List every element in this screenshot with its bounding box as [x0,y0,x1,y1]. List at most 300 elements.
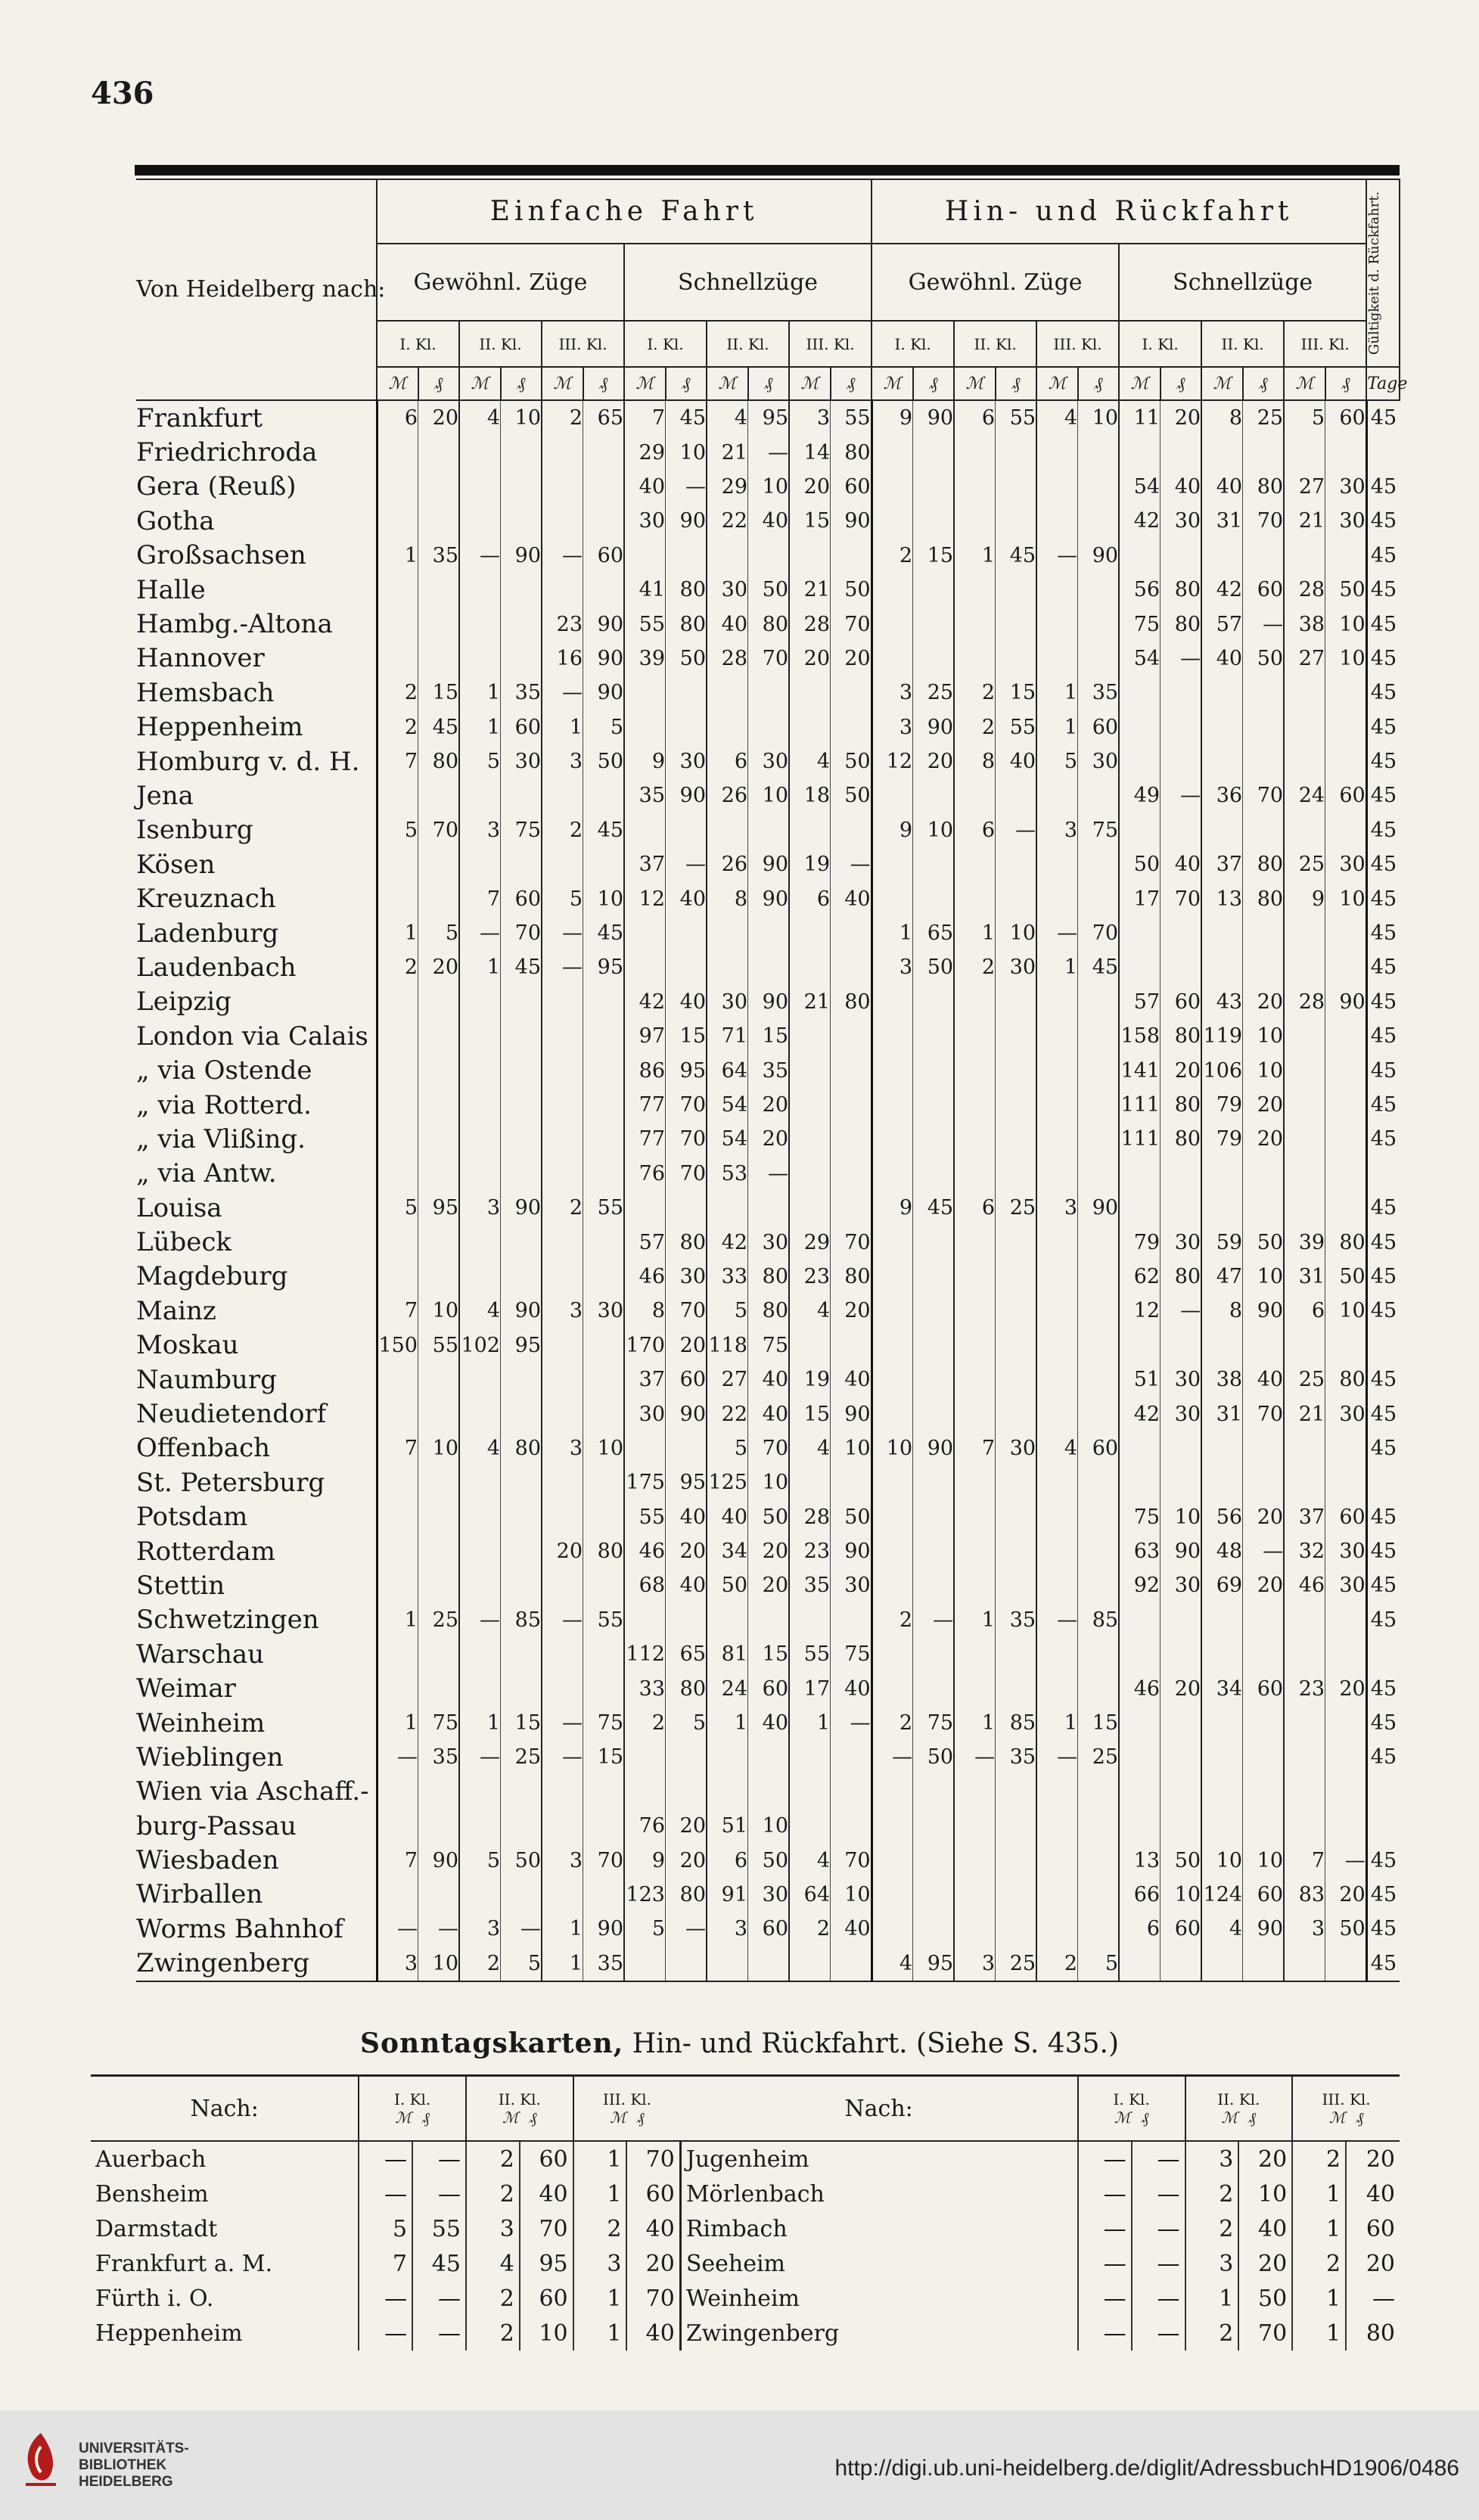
fare-pfennig: 30 [1161,1397,1202,1431]
fare-pfennig [831,1740,872,1774]
validity-days: 45 [1366,1912,1400,1946]
validity-days: 45 [1366,1088,1400,1122]
mark-unit: ℳ [1201,367,1243,400]
fare-mark [1119,950,1161,984]
fare-mark: 32 [1284,1534,1325,1568]
fare-pfennig: 30 [1325,1568,1367,1602]
sunday-fare-pfennig: 60 [520,2141,573,2177]
fare-rows [136,400,1400,1981]
sunday-class-header: I. Kl. ℳ ₰ [1078,2076,1185,2142]
sunday-fare-mark: 1 [1292,2177,1346,2211]
fare-pfennig: — [666,847,707,881]
fare-pfennig: 60 [501,881,542,915]
fare-pfennig [913,847,955,881]
fare-pfennig: 70 [831,1225,872,1259]
fare-mark: 42 [624,985,666,1019]
fare-mark: 86 [624,1053,666,1087]
fare-mark [1284,1603,1325,1637]
fare-pfennig [418,1775,460,1809]
fare-pfennig: 20 [748,1122,790,1156]
fare-mark: 76 [624,1809,666,1843]
fare-pfennig: 10 [1325,642,1367,676]
fare-mark: 42 [1201,573,1243,607]
fare-pfennig: — [831,1706,872,1740]
fare-mark [954,1465,996,1499]
fare-pfennig [1161,435,1202,469]
fare-mark: 5 [1284,400,1325,435]
sunday-fare-mark: 2 [1292,2141,1346,2177]
fare-mark: 6 [1119,1912,1161,1946]
fare-mark: 2 [954,710,996,744]
fare-mark [542,1363,583,1397]
fare-pfennig [666,1740,707,1774]
fare-mark: 36 [1201,778,1243,813]
sunday-fare-mark: 5 [359,2211,412,2246]
fare-mark: 25 [1284,1363,1325,1397]
fare-mark: 13 [1119,1843,1161,1877]
fare-pfennig [1161,710,1202,744]
fare-mark [1119,744,1161,778]
station-name: Zwingenberg [136,1947,377,1981]
fare-row [136,607,1400,641]
fare-mark [459,1088,501,1122]
fare-pfennig: 20 [1243,1568,1285,1602]
fare-pfennig [418,847,460,881]
fare-pfennig [1078,847,1120,881]
fare-pfennig [418,470,460,504]
sunday-rows [91,2141,1400,2351]
fare-pfennig [1325,435,1367,469]
fare-mark [542,1088,583,1122]
fare-pfennig [501,607,542,641]
fare-mark: 175 [624,1465,666,1499]
fare-pfennig: 60 [1161,985,1202,1019]
fare-pfennig: — [501,1912,542,1946]
validity-days: 45 [1366,1947,1400,1981]
fare-pfennig [996,607,1037,641]
fare-mark [1284,1122,1325,1156]
fare-row [136,1809,1400,1843]
fare-pfennig [1078,1500,1120,1534]
library-name: UNIVERSITÄTS- BIBLIOTHEK HEIDELBERG [79,2441,189,2490]
sunday-fare-mark: 2 [1185,2211,1239,2246]
fare-pfennig [666,916,707,950]
fare-row [136,1122,1400,1156]
fare-pfennig: 90 [666,1397,707,1431]
fare-pfennig: 60 [1325,1500,1367,1534]
fare-pfennig: 25 [1078,1740,1120,1774]
fare-mark: 22 [707,1397,748,1431]
fare-pfennig: 80 [1243,881,1285,915]
class-header: I. Kl. [1119,321,1201,367]
fare-pfennig: 90 [501,1191,542,1225]
fare-mark [872,1397,913,1431]
fare-mark: 21 [1284,504,1325,538]
fare-mark: 23 [789,1534,831,1568]
fare-mark: 102 [459,1328,501,1363]
fare-mark [377,1671,418,1705]
fare-pfennig [583,1568,625,1602]
fare-mark [872,1088,913,1122]
fare-mark [707,710,748,744]
validity-days: 45 [1366,1740,1400,1774]
fare-mark [1036,435,1078,469]
fare-mark [459,1225,501,1259]
fare-mark [377,1534,418,1568]
fare-pfennig [913,1500,955,1534]
fare-pfennig: 30 [748,1225,790,1259]
validity-days: 45 [1366,1363,1400,1397]
fare-row [136,710,1400,744]
fare-pfennig [1243,950,1285,984]
fare-pfennig: 90 [1161,1534,1202,1568]
fare-pfennig [1325,1465,1367,1499]
fare-mark [459,778,501,813]
fare-pfennig: 50 [913,1740,955,1774]
fare-mark [954,881,996,915]
validity-days: 45 [1366,1706,1400,1740]
fare-pfennig [666,1775,707,1809]
fare-pfennig: 20 [1243,985,1285,1019]
fare-mark [1284,1706,1325,1740]
fare-pfennig: 65 [913,916,955,950]
fare-row [136,1671,1400,1705]
fare-mark: — [542,1706,583,1740]
fare-mark [789,676,831,710]
fare-mark [542,435,583,469]
sunday-fare-pfennig: 10 [520,2316,573,2351]
fare-pfennig [831,1122,872,1156]
fare-row [136,1363,1400,1397]
fare-mark: 76 [624,1157,666,1191]
fare-mark [1201,1947,1243,1981]
class-header: I. Kl. [872,321,954,367]
fare-mark: 42 [1119,504,1161,538]
validity-days: 45 [1366,607,1400,641]
fare-row [136,1706,1400,1740]
fare-pfennig: 5 [501,1947,542,1981]
fare-mark: 3 [707,1912,748,1946]
fare-mark: 57 [624,1225,666,1259]
station-name: Kreuznach [136,884,276,915]
fare-pfennig: 75 [418,1706,460,1740]
fare-pfennig [913,1397,955,1431]
fare-row [136,539,1400,573]
fare-pfennig: 30 [666,744,707,778]
fare-mark: 31 [1284,1260,1325,1294]
fare-mark [542,1500,583,1534]
fare-mark: 46 [624,1260,666,1294]
fare-mark: 1 [707,1706,748,1740]
fare-mark: 112 [624,1637,666,1671]
fare-pfennig [913,1363,955,1397]
fare-pfennig [1325,539,1367,573]
fare-mark [872,1363,913,1397]
fare-pfennig [1078,607,1120,641]
fare-mark [789,1191,831,1225]
fare-mark [624,1603,666,1637]
fare-mark [954,1397,996,1431]
fare-pfennig [1078,573,1120,607]
validity-days: 45 [1366,1568,1400,1602]
fare-mark [459,1157,501,1191]
fare-mark [707,1191,748,1225]
station-name: Stettin [136,1570,225,1601]
fare-pfennig: 40 [996,744,1037,778]
fare-mark: 54 [1119,642,1161,676]
sunday-place: Mörlenbach [680,2177,1077,2211]
fare-mark: 10 [872,1431,913,1465]
fare-pfennig: 20 [831,642,872,676]
fare-mark [377,1260,418,1294]
sunday-fare-mark: 2 [466,2141,520,2177]
fare-mark [377,1053,418,1087]
fare-mark: 55 [624,1500,666,1534]
sunday-fare-mark: 3 [573,2246,627,2281]
fare-pfennig: 25 [501,1740,542,1774]
express-trains-single-header: Schnellzüge [624,244,872,321]
sunday-fare-pfennig: 20 [1346,2141,1400,2177]
fare-pfennig [996,1534,1037,1568]
fare-pfennig: 5 [583,710,625,744]
fare-pfennig: 50 [831,778,872,813]
fare-mark [1036,985,1078,1019]
fare-mark [542,1465,583,1499]
fare-mark [1284,1947,1325,1981]
fare-pfennig [913,1775,955,1809]
fare-pfennig [1243,1465,1285,1499]
fare-pfennig [913,1328,955,1363]
fare-pfennig [1161,1809,1202,1843]
fare-mark: 1 [377,1603,418,1637]
fare-pfennig [913,1019,955,1053]
fare-pfennig [1161,813,1202,847]
fare-pfennig: 90 [1325,985,1367,1019]
fare-pfennig [1325,1809,1367,1843]
fare-pfennig [583,573,625,607]
fare-mark: 7 [377,1294,418,1328]
fare-pfennig: 35 [1078,676,1120,710]
fare-pfennig: 15 [748,1637,790,1671]
sunday-fare-pfennig: 60 [626,2177,680,2211]
fare-pfennig: 50 [1325,1912,1367,1946]
fare-pfennig: 30 [666,1260,707,1294]
fare-pfennig: 30 [996,950,1037,984]
fare-pfennig [583,1225,625,1259]
fare-pfennig [1078,1568,1120,1602]
fare-mark [954,642,996,676]
fare-mark [1201,1706,1243,1740]
fare-pfennig [418,642,460,676]
fare-pfennig: 30 [583,1294,625,1328]
fare-mark [789,1328,831,1363]
fare-pfennig: 95 [583,950,625,984]
fare-pfennig [666,710,707,744]
fare-row [136,1397,1400,1431]
fare-pfennig [501,435,542,469]
pfennig-unit: ₰ [913,367,955,400]
fare-mark: 50 [707,1568,748,1602]
fare-mark: — [459,916,501,950]
fare-mark: 1 [459,710,501,744]
fare-row [136,847,1400,881]
station-name: London via Calais [136,1021,368,1052]
fare-pfennig [583,985,625,1019]
fare-mark [1284,1431,1325,1465]
fare-pfennig: 10 [418,1947,460,1981]
fare-mark [1284,1053,1325,1087]
fare-mark [624,539,666,573]
fare-mark [1036,1294,1078,1328]
fare-pfennig: 10 [831,1431,872,1465]
sunday-fare-pfennig: 10 [1238,2177,1292,2211]
fare-pfennig: 95 [418,1191,460,1225]
fare-mark [624,1431,666,1465]
fare-pfennig [1243,1947,1285,1981]
fare-mark: 106 [1201,1053,1243,1087]
fare-mark: 40 [707,1500,748,1534]
validity-days: 45 [1366,1294,1400,1328]
fare-mark [1284,744,1325,778]
fare-mark: 17 [1119,881,1161,915]
fare-pfennig [996,435,1037,469]
fare-pfennig: — [831,847,872,881]
fare-mark: 30 [624,1397,666,1431]
mark-unit: ℳ [789,367,831,400]
mark-unit: ℳ [707,367,748,400]
fare-mark [1036,607,1078,641]
fare-pfennig [1161,1191,1202,1225]
fare-row [136,1191,1400,1225]
fare-mark [1036,1878,1078,1912]
fare-mark: 1 [954,1603,996,1637]
fare-pfennig: 90 [501,539,542,573]
fare-pfennig: 30 [1325,504,1367,538]
sunday-fare-pfennig: 20 [1346,2246,1400,2281]
fare-mark: 6 [707,1843,748,1877]
fare-pfennig [1161,1947,1202,1981]
fare-pfennig [1161,539,1202,573]
fare-pfennig: 10 [1325,881,1367,915]
station-name: Wiesbaden [136,1845,279,1876]
fare-mark [1036,1671,1078,1705]
sunday-place: Frankfurt a. M. [95,2250,273,2277]
fare-pfennig [1243,676,1285,710]
fare-mark [1284,676,1325,710]
station-name: Homburg v. d. H. [136,746,360,777]
fare-pfennig [1078,1809,1120,1843]
fare-mark: 23 [789,1260,831,1294]
fare-pfennig [1161,1157,1202,1191]
fare-mark [954,1534,996,1568]
fare-pfennig [1243,916,1285,950]
fare-mark: — [542,676,583,710]
sunday-place: Seeheim [680,2246,1077,2281]
fare-pfennig: 20 [418,400,460,435]
fare-pfennig [1161,916,1202,950]
sunday-tickets-title: Sonntagskarten, Hin- und Rückfahrt. (Siehe S. 435.) [360,2027,1119,2059]
station-name: Kösen [136,849,216,880]
fare-mark: 3 [542,1843,583,1877]
fare-mark [1036,504,1078,538]
fare-mark [459,1671,501,1705]
fare-pfennig [501,573,542,607]
fare-pfennig: 70 [1243,778,1285,813]
fare-mark: 1 [872,916,913,950]
fare-pfennig [913,642,955,676]
fare-mark [459,1019,501,1053]
fare-mark [872,1775,913,1809]
fare-row [136,1088,1400,1122]
sunday-fare-mark: 3 [1185,2246,1239,2281]
fare-mark [377,881,418,915]
station-name: Isenburg [136,815,253,846]
fare-mark [707,950,748,984]
sunday-fare-pfennig: 60 [1346,2211,1400,2246]
fare-pfennig [418,1671,460,1705]
fare-mark [954,778,996,813]
fare-pfennig [501,1671,542,1705]
validity-days [1366,1328,1400,1363]
fare-row [136,744,1400,778]
fare-mark [1201,676,1243,710]
fare-mark: 46 [1284,1568,1325,1602]
fare-pfennig: 70 [831,607,872,641]
fare-pfennig [913,1809,955,1843]
fare-mark: 23 [1284,1671,1325,1705]
fare-pfennig [831,1328,872,1363]
fare-pfennig: 20 [666,1328,707,1363]
fare-pfennig [501,847,542,881]
fare-mark [954,1500,996,1534]
fare-mark: 170 [624,1328,666,1363]
fare-mark: 39 [624,642,666,676]
fare-pfennig: — [748,1157,790,1191]
fare-mark: 18 [789,778,831,813]
source-url[interactable]: http://digi.ub.uni-heidelberg.de/diglit/AdressbuchHD1906/0486 [834,2456,1459,2481]
fare-pfennig [501,642,542,676]
fare-pfennig [913,778,955,813]
fare-mark: 5 [377,813,418,847]
fare-pfennig: — [1161,1294,1202,1328]
fare-pfennig [996,1157,1037,1191]
fare-mark [1284,916,1325,950]
fare-pfennig [1325,1088,1367,1122]
sunday-fare-mark: — [359,2316,412,2351]
fare-mark: 1 [377,916,418,950]
fare-pfennig [501,778,542,813]
fare-pfennig [1325,950,1367,984]
validity-days: 45 [1366,1397,1400,1431]
fare-mark: 6 [377,400,418,435]
fare-pfennig: 40 [831,1363,872,1397]
fare-pfennig [583,1775,625,1809]
fare-pfennig: 25 [418,1603,460,1637]
fare-mark: 4 [459,400,501,435]
fare-mark: 77 [624,1088,666,1122]
fare-pfennig [913,1157,955,1191]
sunday-fare-pfennig: 50 [1238,2281,1292,2316]
fare-pfennig: 70 [501,916,542,950]
fare-pfennig [1078,1157,1120,1191]
fare-pfennig [666,1947,707,1981]
fare-mark: 40 [707,607,748,641]
fare-mark: 31 [1201,504,1243,538]
fare-mark: — [1036,916,1078,950]
fare-mark: 3 [542,744,583,778]
fare-mark: — [542,1603,583,1637]
fare-pfennig: — [666,1912,707,1946]
